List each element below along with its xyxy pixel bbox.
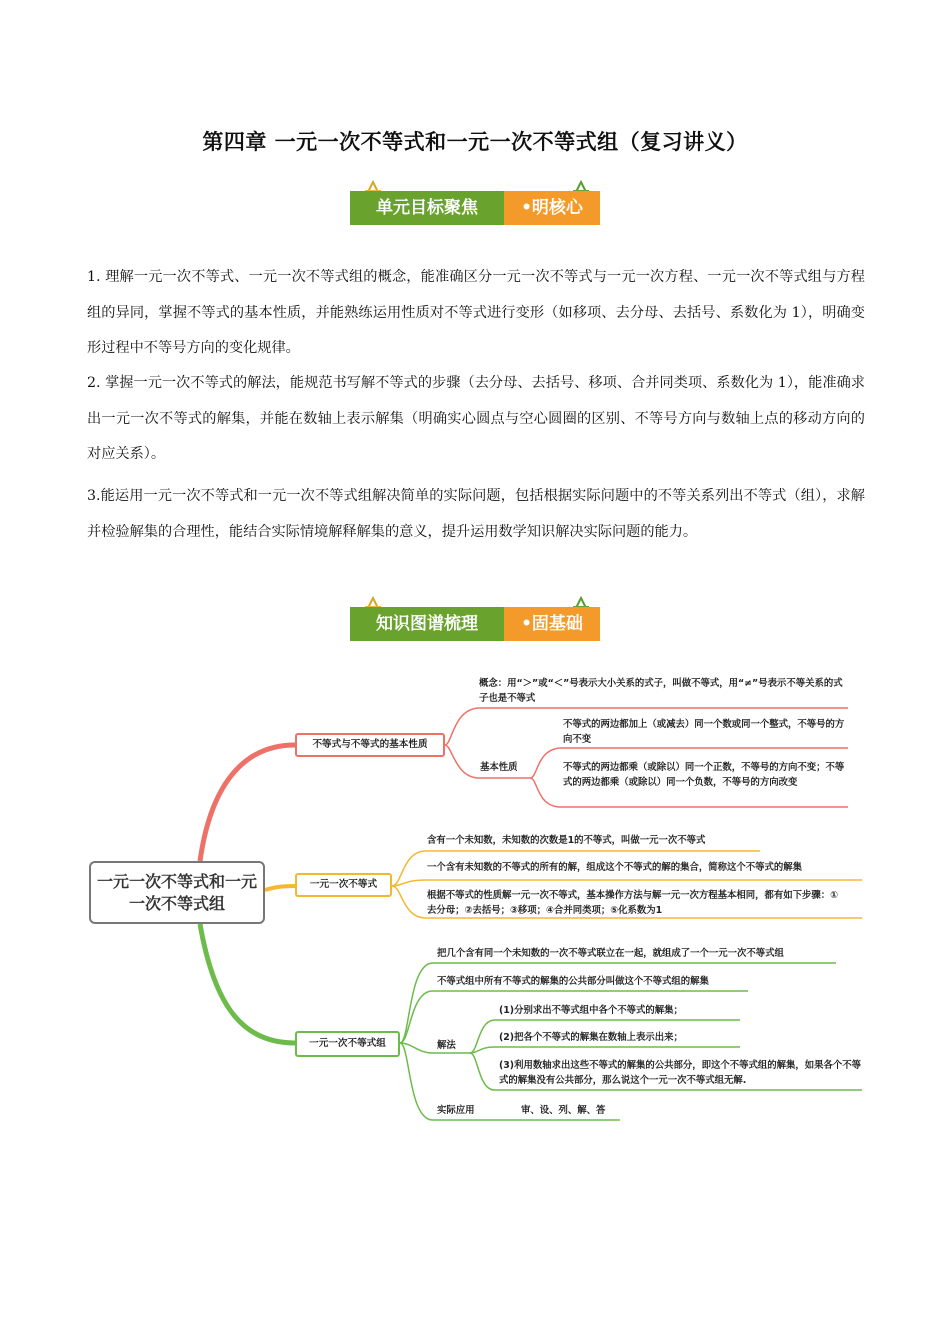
application-label: 实际应用 [437,1105,475,1116]
method-step-1: (1)分别求出不等式组中各个不等式的解集； [499,1005,683,1016]
solution-set-definition: 一个含有未知数的不等式的所有的解，组成这个不等式的解的集合，简称这个不等式的解集 [427,862,803,873]
method-label: 解法 [437,1040,456,1051]
method-step-3: (3)利用数轴求出这些不等式的解集的公共部分，即这个不等式组的解集，如果各个不等式的解集没有公共部分，那么说这个一元一次不等式组无解. [499,1060,861,1086]
system-solution-set-definition: 不等式组中所有不等式的解集的公共部分叫做这个不等式组的解集 [437,976,709,987]
branch-node-inequality-system: 一元一次不等式组 [295,1031,400,1057]
branch-node-linear-inequality: 一元一次不等式 [295,873,392,897]
branch-node-inequality-properties: 不等式与不等式的基本性质 [295,733,445,757]
goal-paragraph-2: 2. 掌握一元一次不等式的解法，能规范书写解不等式的步骤（去分母、去括号、移项、合并同类项、系数化为 1），能准确求出一元一次不等式的解集，并能在数轴上表示解集（明确实心圆点与空心圆圈的区别、不等号方向与数轴上点的移动方向的对应关系）。 [87,375,865,462]
banner-green-text: 单元目标聚焦 [350,191,504,225]
goal-paragraph-3: 3.能运用一元一次不等式和一元一次不等式组解决简单的实际问题，包括根据实际问题中的不等关系列出不等式（组），求解并检验解集的合理性，能结合实际情境解释解集的意义，提升运用数学知识解决实际问题的能力。 [87,488,865,540]
document-title: 第四章 一元一次不等式和一元一次不等式组（复习讲义） [202,130,748,154]
application-steps: 审、设、列、解、答 [521,1105,606,1116]
mindmap-root: 一元一次不等式和一元一次不等式组 [89,861,265,924]
goal-paragraph-1: 1. 理解一元一次不等式、一元一次不等式组的概念，能准确区分一元一次不等式与一元一次方程、一元一次不等式组与方程组的异同，掌握不等式的基本性质，并能熟练运用性质对不等式进行变形（如移项、去分母、去括号、系数化为 1），明确变形过程中不等号方向的变化规律。 [87,269,865,356]
property-2-text: 不等式的两边都乘（或除以）同一个正数，不等号的方向不变；不等式的两边都乘（或除以）同一个负数，不等号的方向改变 [563,762,845,788]
banner-orange-text: •明核心 [504,191,600,225]
property-1-text: 不等式的两边都加上（或减去）同一个数或同一个整式，不等号的方向不变 [563,719,845,745]
banner-orange-text: •固基础 [504,607,600,641]
banner-green-text: 知识图谱梳理 [350,607,504,641]
method-step-2: (2)把各个不等式的解集在数轴上表示出来； [499,1032,683,1043]
linear-inequality-definition: 含有一个未知数，未知数的次数是1的不等式，叫做一元一次不等式 [427,835,706,846]
property-label: 基本性质 [480,762,518,773]
solving-steps-text: 根据不等式的性质解一元一次不等式，基本操作方法与解一元一次方程基本相同，都有如下步骤：①去分母；②去括号；③移项；④合并同类项；⑤化系数为1 [427,890,839,916]
concept-text: 概念：用“＞”或“＜”号表示大小关系的式子，叫做不等式，用“≠”号表示不等关系的式子也是不等式 [479,678,843,704]
inequality-system-definition: 把几个含有同一个未知数的一次不等式联立在一起，就组成了一个一元一次不等式组 [437,948,784,959]
